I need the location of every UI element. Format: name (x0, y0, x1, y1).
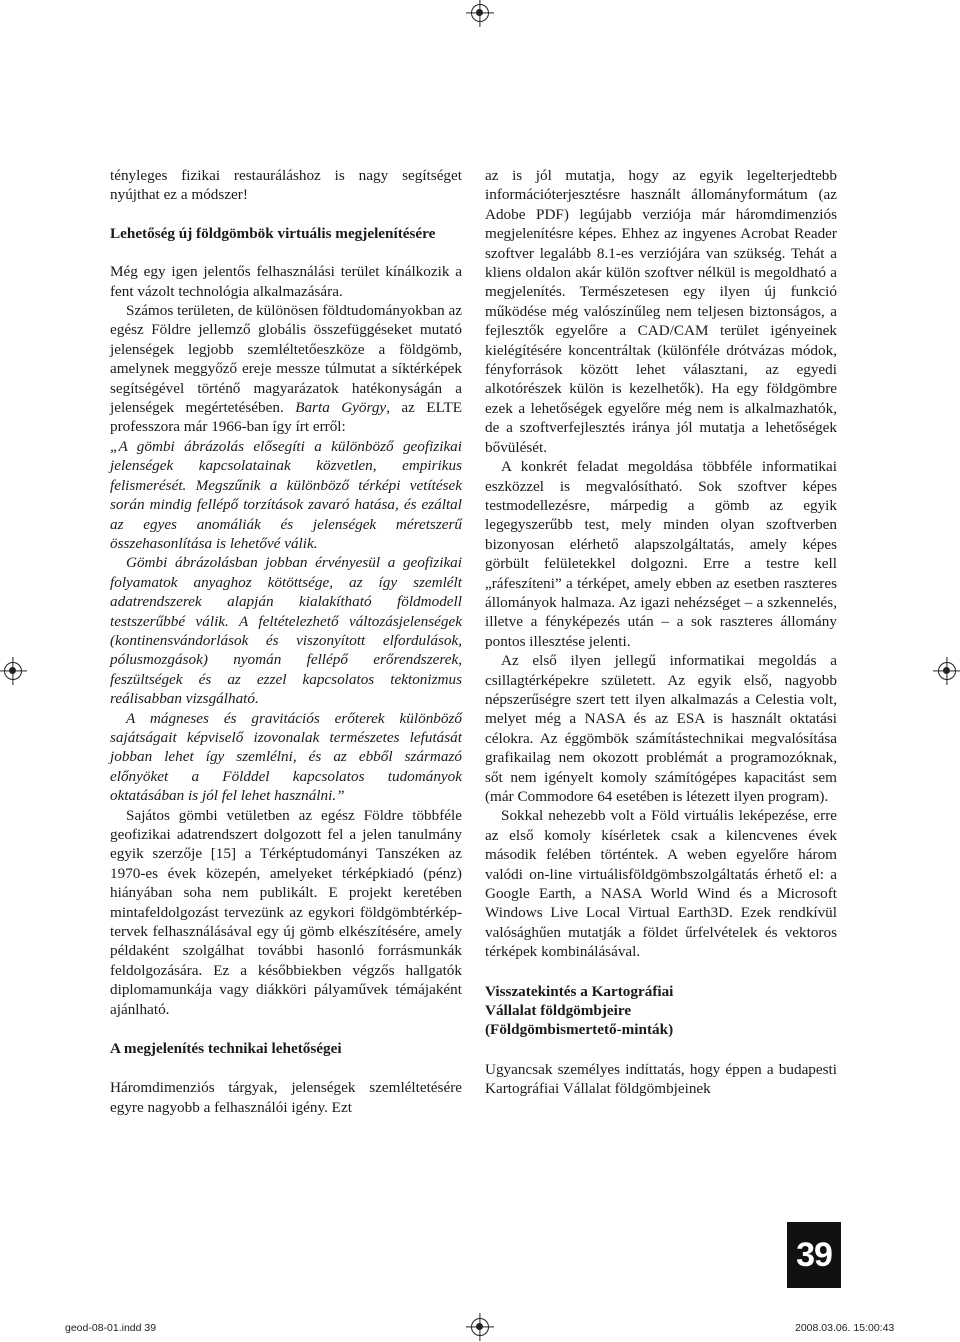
registration-mark-left-icon (4, 662, 22, 680)
right-paragraph-3: Az első ilyen jellegű informatikai megoldás a csillagtérképekre született. Az egyik első, nagyobb népszerűségre szert tett ilyen alkalmazás a Celestia volt, melyet még a NASA és az ESA is használt oktatási célokra. Az éggömbök számítástechnikai megvalósítása grafikailag nem okozott problémát a programozóknak, sőt nem igényelt komoly számítógépes kapacitást sem (már Commodore 64 esetében is létezett ilyen program). (485, 652, 837, 805)
slug-datetime: 2008.03.06. 15:00:43 (795, 1322, 895, 1334)
section-heading-technical: A megjelenítés technikai lehetőségei (110, 1040, 342, 1058)
slug-file-name: geod-08-01.indd 39 (65, 1322, 157, 1334)
quote-paragraph-1: „A gömbi ábrázolás elősegíti a különböző geofizikai jelenségek kapcsolatainak közvetlen, empirikus felismerését. Megszűnik a különböző térképi vetítések során mindig fellépő torzítások zavaró hatása, és ezáltal az egyes anomáliák és jelenségek méretszerű összehasonlítása is lehetővé válik. (110, 437, 462, 552)
right-paragraph-1: az is jól mutatja, hogy az egyik legelterjedtebb információterjesztésre használt állományformátum (az Adobe PDF) legújabb verziója már háromdimenziós megjelenítésre képes. Ehhez az ingyenes Acrobat Reader szoftver legalább 8.1-es verziójára van szükség. Tehát a kliens oldalon akár külön szoftver nélkül is megoldható a megjelenítés. Természetesen egy ilyen új funkció működése még valószínűleg nem teljesen biztonságos, a fejlesztők egyelőre a CAD/CAM terület igényeinek kielégítésére koncentráltak (különféle drótvázas módok, fényforrások között lehet választani, az egyedi alkotórészek külön is kezelhetők). Ha egy földgömbre ezek a lehetőségek egyelőre még nem is alkalmazhatók, de a szoftverfejlesztés iránya jól mutatja a lehetőségek bővülését. (485, 167, 837, 456)
right-paragraph-4: Sokkal nehezebb volt a Föld virtuális leképezése, erre az első komoly kísérletek csak a kilencvenes évek második felében történtek. A weben egyelőre három valódi on-line virtuálisföldgömbszolgáltatás érhető el: a Google Earth, a NASA World Wind és a Microsoft Windows Live Local Virtual Earth3D. Ezek rendkívül valósághűen mutatják a földet űrfelvételek és vektoros térképek kombinálásával. (485, 807, 837, 961)
section-heading-retrospect-line-2: Vállalat földgömbjeire (485, 1002, 632, 1020)
left-paragraph-5: Háromdimenziós tárgyak, jelenségek szemléltetésére egyre nagyobb a felhasználói igény. Ezt (110, 1079, 462, 1116)
section-heading-virtual-globes: Lehetőség új földgömbök virtuális megjelenítésére (110, 224, 436, 242)
section-heading-retrospect-line-3: (Földgömbismertető-minták) (485, 1021, 674, 1039)
registration-mark-top-icon (471, 4, 489, 22)
right-column (485, 166, 837, 1099)
left-column (110, 166, 462, 1117)
left-paragraph-3 (110, 301, 462, 437)
left-paragraph-2: Még egy igen jelentős felhasználási terület kínálkozik a fent vázolt technológia alkalmazására. (110, 263, 462, 300)
page-number: 39 (787, 1222, 841, 1288)
registration-mark-bottom-icon (471, 1318, 489, 1336)
right-paragraph-5: Ugyancsak személyes indíttatás, hogy éppen a budapesti Kartográfiai Vállalat földgömbjeinek (485, 1060, 837, 1098)
author-name: Barta György (295, 399, 387, 417)
quote-paragraph-2: Gömbi ábrázolásban jobban érvényesül a geofizikai folyamatok anyaghoz kötöttsége, az így szemlélt adatrendszerek alapján kialakítható földmodell testszerűbbé válik. A feltételezhető változásjelenségek (kontinensvándorlások és viszonyított elfordulások, pólusmozgások) nyomán fellépő erőrendszerek, feszültségek és az ezzel kapcsolatos tektonizmus reálisabban vizsgálható. (110, 554, 462, 708)
quote-paragraph-3: A mágneses és gravitációs erőterek különböző sajátságait képviselő izovonalak természetes lefutását jobban lehet így szemlélni, és az ebből származó előnyöket a Földdel kapcsolatos tudományok oktatásában is jól fel lehet használni.” (110, 709, 462, 805)
left-paragraph-1: tényleges fizikai restauráláshoz is nagy segítséget nyújthat ez a módszer! (110, 167, 462, 204)
left-paragraph-3-rest: , az ELTE professzora már 1966-ban így írt erről: (110, 399, 463, 436)
section-heading-retrospect-line-1: Visszatekintés a Kartográfiai (485, 982, 674, 1000)
section-heading-retrospect (485, 982, 837, 1040)
registration-mark-right-icon (938, 662, 956, 680)
left-paragraph-3-text: Számos területen, de különösen földtudományokban az egész Földre jellemző globális összefüggéseket mutató jelenségek legjobb szemléltetőeszköze a földgömb, amelynek meggyőző ereje messze túlmutat a síktérképek segítségével történő magyarázatok hatékonyságán a jelenségek megértetésében. (110, 302, 462, 417)
left-paragraph-4: Sajátos gömbi vetületben az egész Földre többféle geofizikai adatrendszert dolgozott fel a jelen tanulmány egyik szerzője [15] a Térképtudományi Tanszéken az 1970-es évek közepén, amelyeket térképkiadó (pénz) hiányában soha nem publikált. E projekt keretében mintafeldolgozást tervezünk az egykori földgömbtérkép-tervek felhasználásával egy új gömb elkészítésére, amely példaként szolgálhat további hasonló forrásmunkák feldolgozására. Ez a későbbiekben végzős hallgatók diplomamunkája vagy diákköri pályaművek témájaként ajánlható. (110, 806, 462, 1018)
right-paragraph-2: A konkrét feladat megoldása többféle informatikai eszközzel is megvalósítható. Sok szoftver képes testmodellezésre, márpedig a gömb az egyik legegyszerűbb test, mely minden olyan szoftverben bizonyosan elérhető alapszolgáltatás, amely képes görbült felületekkel dolgozni. Erre a testre kell „ráfeszíteni” a térképet, amely ebben az esetben raszteres állományok halmaza. Az igazi nehézséget – a szkennelés, illetve a fényképezés után – a sok raszteres állomány pontos illesztése jelenti. (485, 458, 837, 650)
